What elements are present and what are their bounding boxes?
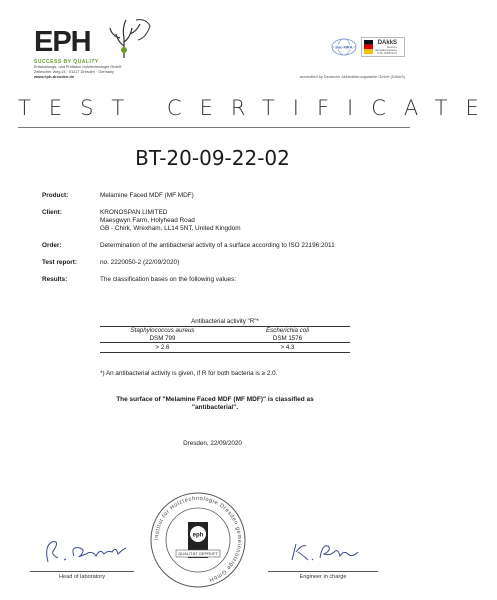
- client-line: KRONOSPAN LIMITED: [100, 209, 168, 216]
- results-table-header: Antibacterial activity "R"*: [100, 318, 350, 327]
- seal-ribbon-text: QUALITÄT GEPRÜFT: [178, 551, 218, 557]
- handwritten-signature: [30, 536, 134, 566]
- institute-seal: [148, 490, 248, 590]
- species-name: Staphylococcus aureus: [130, 327, 195, 335]
- document-title: TEST CERTIFICATE: [18, 96, 497, 120]
- client-row: [42, 209, 392, 233]
- results-label: Results:: [42, 276, 68, 283]
- footnote: *) An antibacterial activity is given, if R for both bacteria is ≥ 2.0.: [100, 370, 278, 377]
- title-divider: [18, 127, 410, 128]
- conclusion: [80, 396, 350, 412]
- species-row: [100, 327, 350, 334]
- svg-text:ilac·MRA: ilac·MRA: [335, 44, 353, 50]
- client-label: Client:: [42, 209, 62, 216]
- seal-outer-text: Institut für Holztechnologie Dresden gemeinnützige GmbH: [153, 495, 243, 583]
- signature-caption: Engineer in charge: [299, 573, 347, 580]
- order-row: [42, 242, 392, 250]
- order-label: Order:: [42, 242, 62, 249]
- org-line-2: Zellescher Weg 24 · 01217 Dresden · Germany: [34, 69, 114, 74]
- handwritten-signature: [268, 536, 378, 566]
- certificate-number: BT-20-09-22-02: [135, 146, 290, 170]
- dakks-flag-icon: [364, 40, 373, 54]
- product-value: Melamine Faced MDF (MF MDF): [100, 192, 194, 199]
- client-line: GB - Chirk, Wrexham, LL14 5NT, United Kingdom: [100, 225, 241, 232]
- tree-icon: [100, 16, 152, 60]
- logo-wordmark: EPH: [34, 26, 91, 58]
- results-row: [42, 276, 392, 284]
- species-name: Escherichia coli: [266, 327, 309, 335]
- certificate-fields: [42, 192, 392, 293]
- strain-id: DSM 1576: [272, 334, 303, 342]
- ilac-mra-icon: [331, 38, 357, 56]
- conclusion-line: "antibacterial".: [191, 404, 239, 411]
- value-row: [100, 343, 350, 352]
- results-intro: The classification bases on the following values:: [100, 276, 237, 283]
- product-row: [42, 192, 392, 200]
- signature-engineer-in-charge: [268, 536, 378, 580]
- results-table: [100, 318, 350, 353]
- accreditation: [285, 36, 405, 79]
- order-value: Determination of the antibacterial activity of a surface according to ISO 22196:2011: [100, 242, 335, 249]
- seal-center-text: eph: [192, 532, 204, 539]
- activity-value: > 2.6: [155, 344, 170, 352]
- place-date: Dresden, 22/09/2020: [183, 440, 242, 447]
- signature-caption: Head of laboratory: [58, 573, 106, 580]
- product-label: Product:: [42, 192, 69, 199]
- signature-head-of-laboratory: [30, 536, 134, 580]
- activity-value: > 4.3: [280, 344, 295, 352]
- org-line-1: Entwicklungs- und Prüflabor Holztechnologie GmbH: [34, 65, 122, 69]
- test-report-label: Test report:: [42, 259, 78, 266]
- eph-logo: [34, 14, 154, 79]
- test-report-row: [42, 259, 392, 267]
- accreditation-statement: accredited by Deutsche Akkreditierungsstelle GmbH (DAkkS): [299, 74, 405, 79]
- conclusion-line: The surface of "Melamine Faced MDF (MF MDF)" is classified as: [116, 396, 314, 403]
- client-line: Maesgwyn Farm, Holyhead Road: [100, 217, 195, 224]
- test-report-value: no. 2220050-2 (22/09/2020): [100, 259, 180, 266]
- org-url: www.eph-dresden.de: [34, 74, 75, 80]
- dakks-badge: DAkkS Deutsche Akkreditierungsstelle D-PL-11086-01-00: [361, 37, 405, 57]
- strain-id: DSM 799: [149, 334, 176, 342]
- strain-row: [100, 335, 350, 343]
- logo-tagline: SUCCESS BY QUALITY: [34, 59, 99, 65]
